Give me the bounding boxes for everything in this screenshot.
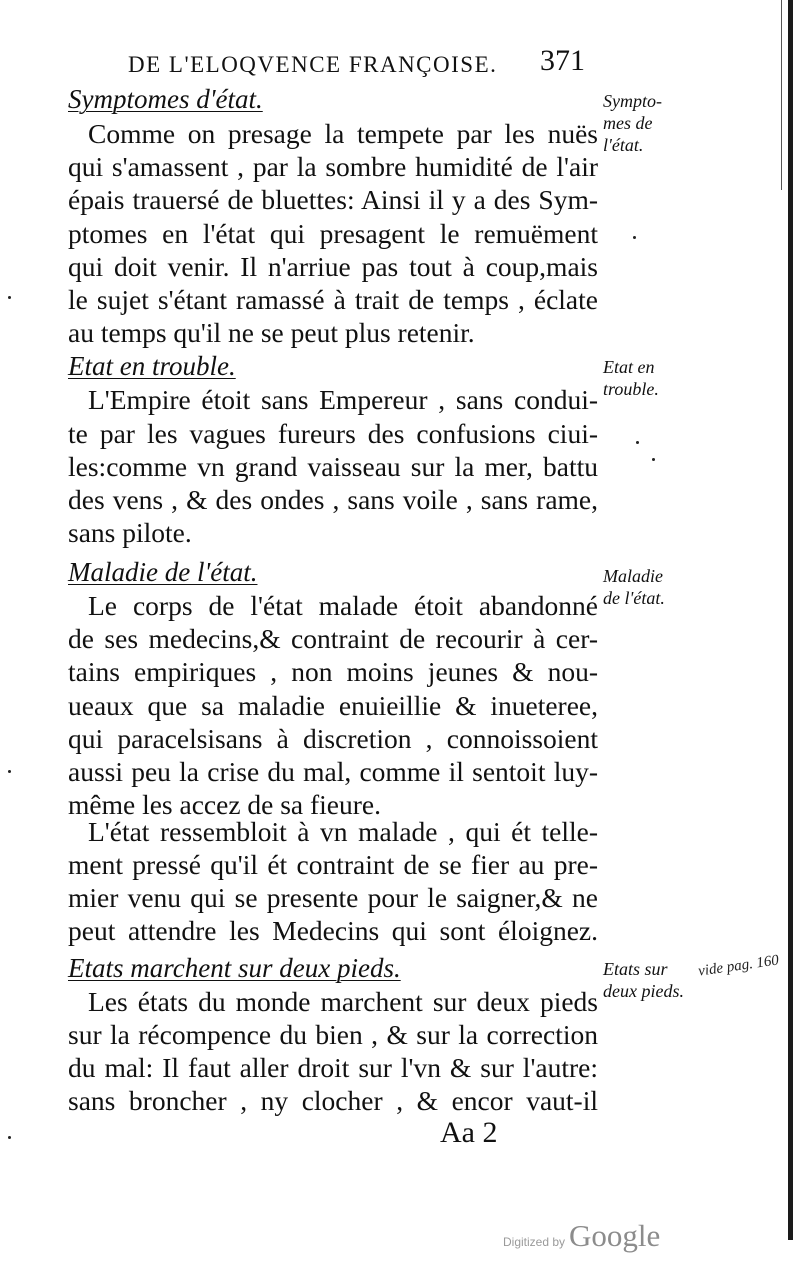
text-line: du mal: Il faut aller droit sur l'vn & sur l'autre: <box>68 1052 598 1083</box>
text-line: te par les vagues fureurs des confusions ciui- <box>68 418 598 449</box>
text-line: qui doit venir. Il n'arriue pas tout à coup,mais <box>68 251 598 282</box>
text-line: Comme on presage la tempete par les nuës <box>88 118 598 149</box>
text-line: Les états du monde marchent sur deux pieds <box>88 986 598 1017</box>
text-line: qui paracelsisans à discretion , connoissoient <box>68 723 598 754</box>
text-line: le sujet s'étant ramassé à trait de temps , éclate <box>68 284 598 315</box>
text-line: qui s'amassent , par la sombre humidité de l'air <box>68 151 598 182</box>
text-line: sans broncher , ny clocher , & encor vaut-il <box>68 1085 598 1116</box>
digitized-watermark <box>503 1218 660 1254</box>
margin-note-line: l'état. <box>603 135 644 155</box>
text-line: L'Empire étoit sans Empereur , sans condui- <box>88 384 598 415</box>
scan-speck <box>652 458 655 461</box>
margin-note-line: Etats sur <box>603 959 668 979</box>
text-line: peut attendre les Medecins qui sont éloignez. <box>68 915 598 946</box>
margin-note-line: trouble. <box>603 379 659 399</box>
scan-speck <box>633 236 636 239</box>
margin-note <box>603 958 684 1002</box>
text-line: sur la récompence du bien , & sur la correction <box>68 1019 598 1050</box>
text-line: ptomes en l'état qui presagent le remuëment <box>68 218 598 249</box>
margin-note-line: mes de <box>603 113 653 133</box>
watermark-prefix: Digitized by <box>503 1235 566 1249</box>
text-line: aussi peu la crise du mal, comme il sentoit luy- <box>68 756 598 787</box>
text-line: des vens , & des ondes , sans voile , sans rame, <box>68 484 598 515</box>
section-heading: Etats marchent sur deux pieds. <box>68 953 401 983</box>
scan-speck <box>8 770 11 773</box>
text-line: sans pilote. <box>68 517 192 548</box>
text-line: même les accez de sa fieure. <box>68 789 382 820</box>
text-line: épais trauersé de bluettes: Ainsi il y a des Sym- <box>68 184 598 215</box>
text-line: les:comme vn grand vaisseau sur la mer, battu <box>68 451 598 482</box>
section-heading: Etat en trouble. <box>68 351 236 381</box>
handwritten-annotation: vide pag. 160 <box>697 952 780 980</box>
text-line: au temps qu'il ne se peut plus retenir. <box>68 317 475 348</box>
text-line: mier venu qui se presente pour le saigner,& ne <box>68 882 598 913</box>
text-line: tains empiriques , non moins jeunes & nou- <box>68 656 598 687</box>
margin-note-line: deux pieds. <box>603 981 684 1001</box>
text-line: L'état ressembloit à vn malade , qui ét telle- <box>88 816 598 847</box>
section-heading: Symptomes d'état. <box>68 84 263 114</box>
margin-note <box>603 565 665 609</box>
margin-note <box>603 90 662 156</box>
section-heading: Maladie de l'état. <box>68 557 258 587</box>
text-line: ueaux que sa maladie enuieillie & inueteree, <box>68 690 598 721</box>
page-edge-shadow <box>788 0 793 1240</box>
text-line: de ses medecins,& contraint de recourir à cer- <box>68 623 598 654</box>
scan-speck <box>8 296 11 299</box>
margin-note-line: Sympto- <box>603 91 662 111</box>
scan-speck <box>8 1136 11 1139</box>
margin-note-line: Maladie <box>603 566 663 586</box>
signature-mark: Aa 2 <box>440 1116 498 1149</box>
text-line: ment pressé qu'il ét contraint de se fier au pre- <box>68 849 598 880</box>
page-edge-line <box>781 0 782 190</box>
google-logo: Google <box>569 1218 661 1253</box>
running-title: DE L'ELOQVENCE FRANÇOISE. <box>128 52 498 77</box>
margin-note-line: Etat en <box>603 357 655 377</box>
margin-note <box>603 356 659 400</box>
text-line: Le corps de l'état malade étoit abandonné <box>88 590 598 621</box>
page-number: 371 <box>540 44 585 77</box>
margin-note-line: de l'état. <box>603 588 665 608</box>
scan-speck <box>636 441 639 444</box>
